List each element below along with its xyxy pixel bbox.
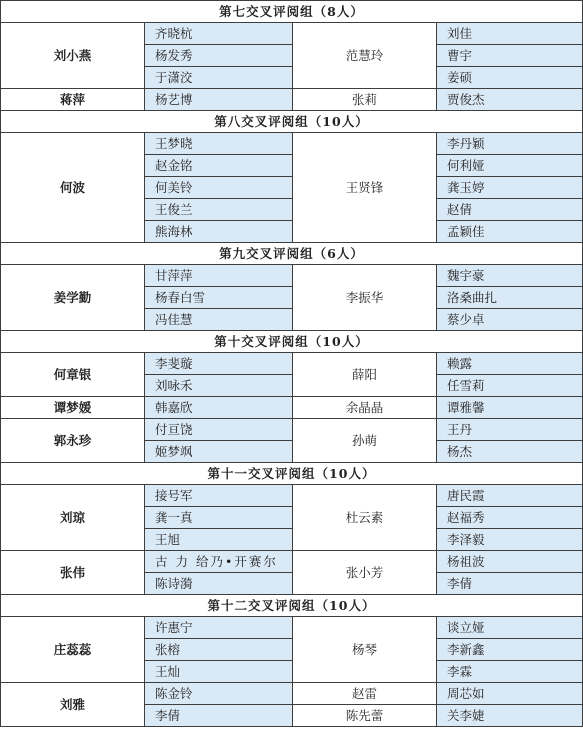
member-name: 古 力 给乃•开赛尔 [145,551,293,573]
right-member-name: 周芯如 [437,683,583,705]
table-row [1,133,583,155]
table-row [1,683,583,705]
mid-name: 赵雷 [293,683,437,705]
right-member-name: 李新鑫 [437,639,583,661]
group-leader: 姜学勤 [1,265,145,331]
right-member-name: 洛桑曲扎 [437,287,583,309]
member-name: 于潇洨 [145,67,293,89]
mid-name: 李振华 [293,265,437,331]
member-name: 韩嘉欣 [145,397,293,419]
mid-name: 余晶晶 [293,397,437,419]
right-member-name: 魏宇豪 [437,265,583,287]
mid-name: 杨琴 [293,617,437,683]
mid-name: 王贤锋 [293,133,437,243]
table-row [1,89,583,111]
right-member-name: 李霖 [437,661,583,683]
right-member-name: 王丹 [437,419,583,441]
group-leader: 何章银 [1,353,145,397]
right-member-name: 曹宇 [437,45,583,67]
table-row [1,353,583,375]
right-member-name: 杨杰 [437,441,583,463]
table-row [1,397,583,419]
mid-name: 孙萌 [293,419,437,463]
member-name: 陈金铃 [145,683,293,705]
member-name: 冯佳慧 [145,309,293,331]
group-leader: 蒋萍 [1,89,145,111]
table-row [1,617,583,639]
mid-name: 薛阳 [293,353,437,397]
mid-name: 张小芳 [293,551,437,595]
right-member-name: 孟颖佳 [437,221,583,243]
member-name: 刘咏禾 [145,375,293,397]
right-member-name: 赵倩 [437,199,583,221]
member-name: 甘萍萍 [145,265,293,287]
right-member-name: 刘佳 [437,23,583,45]
member-name: 许惠宁 [145,617,293,639]
right-member-name: 李丹颖 [437,133,583,155]
member-name: 王灿 [145,661,293,683]
right-member-name: 龚玉婷 [437,177,583,199]
member-name: 王俊兰 [145,199,293,221]
member-name: 王旭 [145,529,293,551]
table-row [1,23,583,45]
right-member-name: 李泽毅 [437,529,583,551]
group-header-row [1,111,583,133]
right-member-name: 谈立娅 [437,617,583,639]
member-name: 杨艺博 [145,89,293,111]
group-header-row [1,331,583,353]
right-member-name: 姜硕 [437,67,583,89]
member-name: 姬梦飒 [145,441,293,463]
mid-name: 杜云素 [293,485,437,551]
right-member-name: 唐民霞 [437,485,583,507]
group-title: 第九交叉评阅组（6人） [1,243,583,265]
right-member-name: 杨祖波 [437,551,583,573]
table-row [1,485,583,507]
right-member-name: 李倩 [437,573,583,595]
group-leader: 何波 [1,133,145,243]
member-name: 张榕 [145,639,293,661]
group-title: 第八交叉评阅组（10人） [1,111,583,133]
group-title: 第十二交叉评阅组（10人） [1,595,583,617]
group-header-row [1,1,583,23]
table-row [1,551,583,573]
right-member-name: 关李婕 [437,705,583,727]
right-member-name: 赖露 [437,353,583,375]
member-name: 赵金铭 [145,155,293,177]
right-member-name: 蔡少卓 [437,309,583,331]
group-header-row [1,463,583,485]
group-header-row [1,595,583,617]
member-name: 李斐璇 [145,353,293,375]
table-row [1,419,583,441]
member-name: 付亘饶 [145,419,293,441]
group-leader: 刘小燕 [1,23,145,89]
member-name: 龚一真 [145,507,293,529]
group-leader: 刘琼 [1,485,145,551]
member-name: 熊海林 [145,221,293,243]
mid-name: 张莉 [293,89,437,111]
table-row [1,265,583,287]
group-title: 第七交叉评阅组（8人） [1,1,583,23]
group-header-row [1,243,583,265]
member-name: 李倩 [145,705,293,727]
member-name: 陈诗漪 [145,573,293,595]
member-name: 接号军 [145,485,293,507]
group-leader: 庄蕊蕊 [1,617,145,683]
right-member-name: 谭雅馨 [437,397,583,419]
group-leader: 郭永珍 [1,419,145,463]
member-name: 杨春白雪 [145,287,293,309]
mid-name: 范慧玲 [293,23,437,89]
right-member-name: 贾俊杰 [437,89,583,111]
member-name: 何美铃 [145,177,293,199]
group-title: 第十交叉评阅组（10人） [1,331,583,353]
group-leader: 谭梦媛 [1,397,145,419]
mid-name: 陈先蕾 [293,705,437,727]
member-name: 王梦晓 [145,133,293,155]
member-name: 杨发秀 [145,45,293,67]
right-member-name: 任雪莉 [437,375,583,397]
group-title: 第十一交叉评阅组（10人） [1,463,583,485]
member-name: 齐晓杭 [145,23,293,45]
right-member-name: 赵福秀 [437,507,583,529]
group-leader: 刘雅 [1,683,145,727]
right-member-name: 何利娅 [437,155,583,177]
group-leader: 张伟 [1,551,145,595]
